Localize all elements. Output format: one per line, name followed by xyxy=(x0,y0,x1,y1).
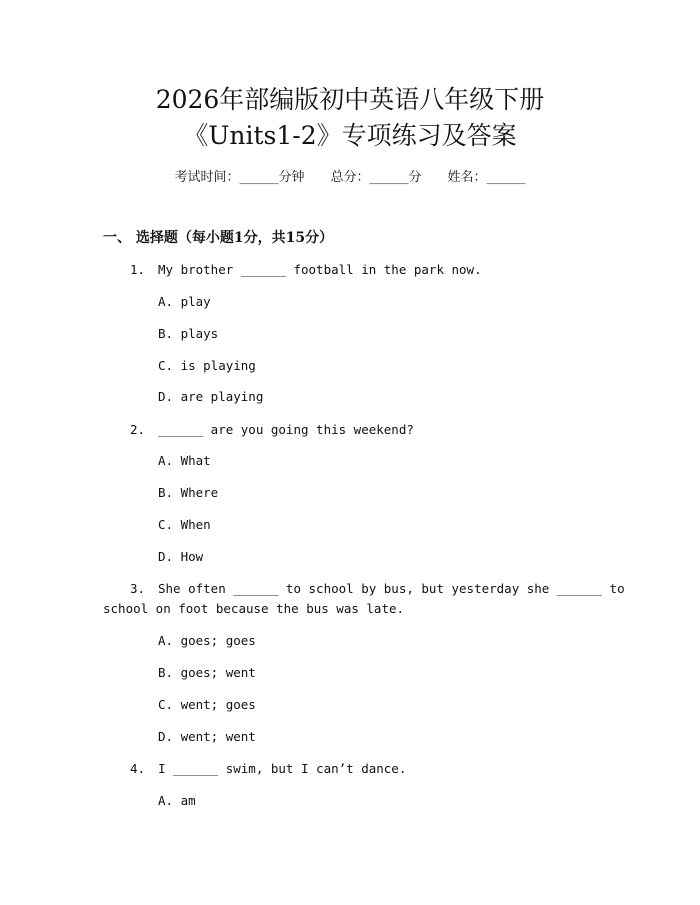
name-label: 姓名：______ xyxy=(447,170,526,185)
option-item: B. plays xyxy=(158,326,219,341)
question-text: ______ are you going this weekend? xyxy=(158,422,414,437)
option-item: C. is playing xyxy=(158,358,256,373)
option-item: D. went; went xyxy=(158,729,256,744)
question-text: I ______ swim, but I can’t dance. xyxy=(158,761,407,776)
question-number: 2. xyxy=(130,422,146,437)
option-item: A. What xyxy=(158,453,211,468)
question-number: 3. xyxy=(130,581,146,596)
option-item: A. am xyxy=(158,793,196,808)
option-item: B. goes; went xyxy=(158,665,256,680)
question-text: My brother ______ football in the park now. xyxy=(158,262,482,277)
question-number: 4. xyxy=(130,761,146,776)
option-item: D. How xyxy=(158,549,204,564)
question-number: 1. xyxy=(130,262,146,277)
score-label: 总分：______分 xyxy=(330,170,422,185)
option-item: A. goes; goes xyxy=(158,633,256,648)
option-item: B. Where xyxy=(158,485,219,500)
question-text-continued: school on foot because the bus was late. xyxy=(103,601,405,616)
document-title-line-1: 2026年部编版初中英语八年级下册 xyxy=(155,85,545,114)
option-item: D. are playing xyxy=(158,389,264,404)
exam-meta-line xyxy=(0,168,700,188)
option-item: C. went; goes xyxy=(158,697,256,712)
document-title-line-2: 《Units1-2》专项练习及答案 xyxy=(183,121,517,150)
section-title: 一、 选择题（每小题1分，共15分） xyxy=(103,230,334,246)
option-item: C. When xyxy=(158,517,211,532)
time-label: 考试时间：______分钟 xyxy=(174,170,305,185)
question-text: She often ______ to school by bus, but yesterday she ______ to xyxy=(158,581,625,596)
option-item: A. play xyxy=(158,294,211,309)
